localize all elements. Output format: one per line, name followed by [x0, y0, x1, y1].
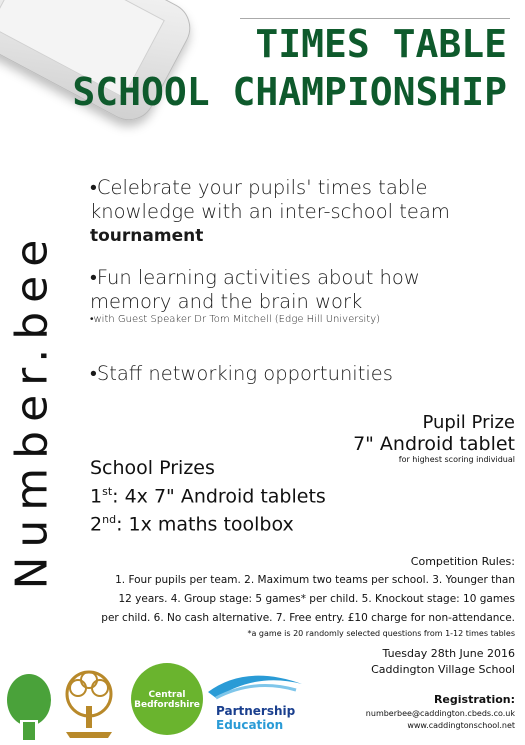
guest-speaker-note: •with Guest Speaker Dr Tom Mitchell (Edge Hill University)	[90, 314, 381, 325]
registration-heading: Registration:	[433, 693, 515, 706]
pupil-prize	[353, 412, 515, 464]
pupil-prize-note: for highest scoring individual	[398, 455, 515, 464]
title-line-1: TIMES TABLE	[255, 22, 507, 66]
title-divider	[240, 18, 510, 19]
pupil-prize-heading: Pupil Prize	[422, 412, 515, 433]
rules-heading: Competition Rules:	[410, 555, 515, 568]
event-details	[371, 646, 515, 678]
brand-vertical-text: Number.bee	[6, 230, 58, 590]
event-venue: Caddington Village School	[371, 663, 515, 676]
registration-website[interactable]: www.caddingtonschool.net	[407, 721, 515, 730]
registration-email[interactable]: numberbee@caddington.cbeds.co.uk	[365, 709, 515, 718]
bullet-celebrate: •Celebrate your pupils' times table knowledge with an inter-school team tournament	[90, 176, 450, 246]
competition-rules: Competition Rules: 1. Four pupils per team. 2. Maximum two teams per school. 3. Younger than 12 years. 4. Group stage: 5 games* per child. 5. Knockout stage: 10 games per child. 6. No cash alternative. 7. Free entry. £10 charge for non-attendance. *a game is 20 randomly selected questions from 1-12 times tables	[45, 552, 515, 640]
registration	[366, 692, 515, 732]
central-bedfordshire-logo-text: Central Bedfordshire	[134, 690, 200, 710]
event-date: Tuesday 28th June 2016	[382, 647, 515, 660]
leaf-logo-icon	[4, 670, 54, 740]
bullet-networking: •Staff networking opportunities	[90, 362, 393, 385]
partnership-swoosh-icon	[206, 664, 306, 704]
first-prize: 1st: 4x 7" Android tablets	[90, 485, 326, 508]
school-prizes	[90, 456, 326, 537]
pupil-prize-value: 7" Android tablet	[353, 433, 515, 455]
tree-logo-icon	[58, 668, 120, 740]
partnership-education-logo-text: Partnership Education	[216, 704, 296, 732]
second-prize: 2nd: 1x maths toolbox	[90, 513, 294, 536]
rules-footnote: *a game is 20 randomly selected questions from 1-12 times tables	[247, 629, 515, 638]
title-line-2: SCHOOL CHAMPIONSHIP	[72, 70, 507, 114]
school-prizes-heading: School Prizes	[90, 457, 215, 479]
bullet-learning: •Fun learning activities about how memory and the brain work •with Guest Speaker Dr Tom Mitchell (Edge Hill University)	[90, 266, 420, 325]
